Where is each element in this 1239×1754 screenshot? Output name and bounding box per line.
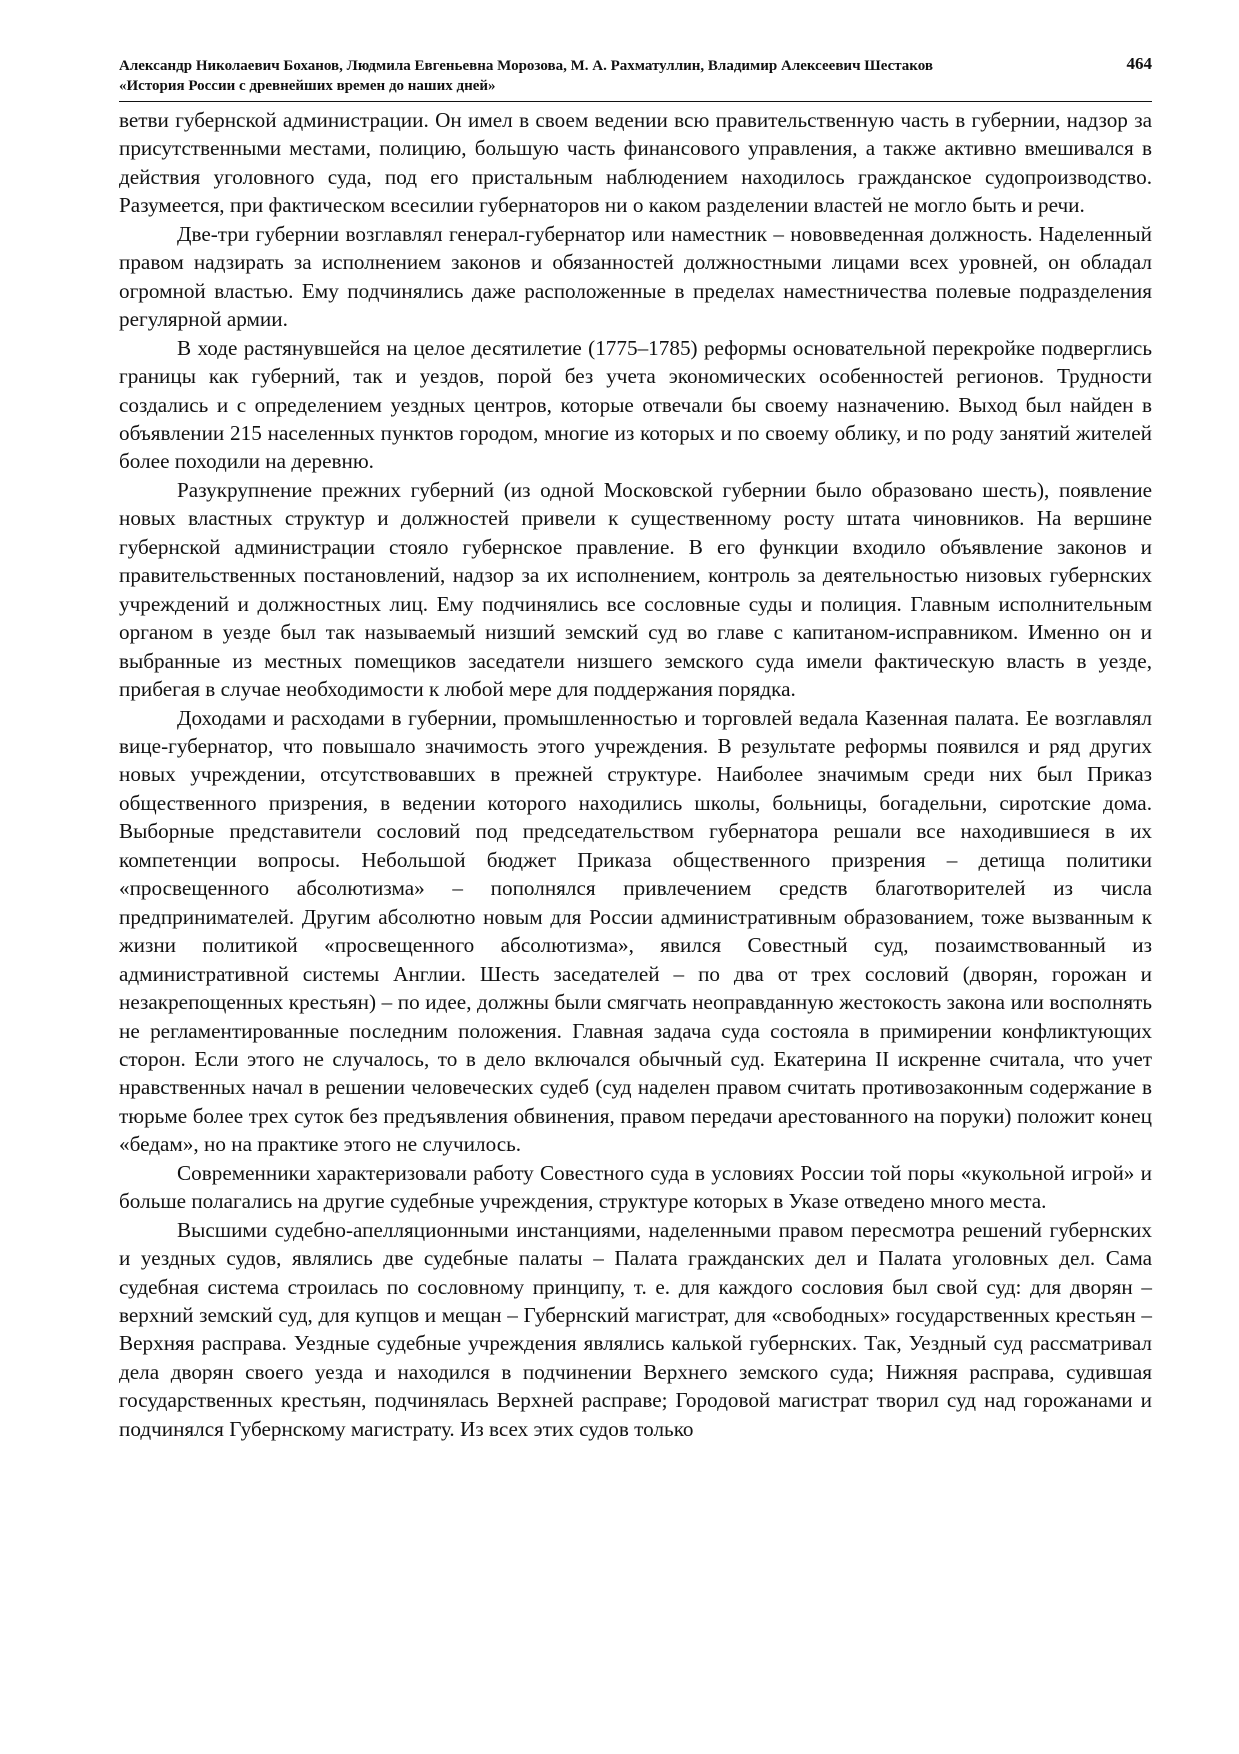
paragraph: В ходе растянувшейся на целое десятилетие (1775–1785) реформы основательной перекройке подверглись границы как губерний, так и уездов, порой без учета экономических особенностей регионов. Трудности создались и с определением уездных центров, которые отвечали бы своему назначению. Выход был найден в объявлении 215 населенных пунктов городом, многие из которых и по своему облику, и по роду занятий жителей более походили на деревню. xyxy=(119,335,1152,474)
paragraph: Две-три губернии возглавлял генерал-губернатор или наместник – нововведенная должность. Наделенный правом надзирать за исполнением законов и обязанностей должностными лицами всех уровней, он обладал огромной властью. Ему подчинялись даже расположенные в пределах наместничества полевые подразделения регулярной армии. xyxy=(119,221,1152,332)
body-text xyxy=(119,106,1152,1443)
header-authors: Александр Николаевич Боханов, Людмила Евгеньевна Морозова, М. А. Рахматуллин, Владимир Алексеевич Шестаков xyxy=(119,58,933,74)
page-number: 464 xyxy=(1126,54,1152,73)
header-divider xyxy=(119,101,1152,102)
paragraph: Доходами и расходами в губернии, промышленностью и торговлей ведала Казенная палата. Ее возглавлял вице-губернатор, что повышало значимость этого учреждения. В результате реформы появился и ряд других новых учреждении, отсутствовавших в прежней структуре. Наиболее значимым среди них был Приказ общественного призрения, в ведении которого находились школы, больницы, богадельни, сиротские дома. Выборные представители сословий под председательством губернатора решали все находившиеся в их компетенции вопросы. Небольшой бюджет Приказа общественного призрения – детища политики «просвещенного абсолютизма» – пополнялся привлечением средств благотворителей из числа предпринимателей. Другим абсолютно новым для России административным образованием, тоже вызванным к жизни политикой «просвещенного абсолютизма», явился Совестный суд, позаимствованный из административной системы Англии. Шесть заседателей – по два от трех сословий (дворян, горожан и незакрепощенных крестьян) – по идее, должны были смягчать неоправданную жестокость закона или восполнять не регламентированные последним положения. Главная задача суда состояла в примирении конфликтующих сторон. Если этого не случалось, то в дело включался обычный суд. Екатерина II искренне считала, что учет нравственных начал в решении человеческих судеб (суд наделен правом считать противозаконным содержание в тюрьме более трех суток без предъявления обвинения, правом передачи арестованного на поруки) положит конец «бедам», но на практике этого не случилось. xyxy=(119,705,1152,1157)
paragraph: ветви губернской администрации. Он имел в своем ведении всю правительственную часть в губернии, надзор за присутственными местами, полицию, большую часть финансового управления, а также активно вмешивался в действия уголовного суда, под его пристальным наблюдением находилось гражданское судопроизводство. Разумеется, при фактическом всесилии губернаторов ни о каком разделении властей не могло быть и речи. xyxy=(119,108,1152,218)
header-book-title: «История России с древнейших времен до наших дней» xyxy=(119,78,496,94)
running-head xyxy=(119,56,1152,96)
paragraph: Разукрупнение прежних губерний (из одной Московской губернии было образовано шесть), появление новых властных структур и должностей привели к существенному росту штата чиновников. На вершине губернской администрации стояло губернское правление. В его функции входило объявление законов и правительственных постановлений, надзор за их исполнением, контроль за деятельностью низовых губернских учреждений и должностных лиц. Ему подчинялись все сословные суды и полиция. Главным исполнительным органом в уезде был так называемый низший земский суд во главе с капитаном-исправником. Именно он и выбранные из местных помещиков заседатели низшего земского суда имели фактическую власть в уезде, прибегая в случае необходимости к любой мере для поддержания порядка. xyxy=(119,477,1152,702)
paragraph: Современники характеризовали работу Совестного суда в условиях России той поры «кукольной игрой» и больше полагались на другие судебные учреждения, структуре которых в Указе отведено много места. xyxy=(119,1160,1152,1214)
paragraph: Высшими судебно-апелляционными инстанциями, наделенными правом пересмотра решений губернских и уездных судов, являлись две судебные палаты – Палата гражданских дел и Палата уголовных дел. Сама судебная система строилась по сословному принципу, т. е. для каждого сословия был свой суд: для дворян – верхний земский суд, для купцов и мещан – Губернский магистрат, для «свободных» государственных крестьян – Верхняя расправа. Уездные судебные учреждения являлись калькой губернских. Так, Уездный суд рассматривал дела дворян своего уезда и находился в подчинении Верхнего земского суда; Нижняя расправа, судившая государственных крестьян, подчинялась Верхней расправе; Городовой магистрат творил суд над горожанами и подчинялся Губернскому магистрату. Из всех этих судов только xyxy=(119,1217,1152,1441)
